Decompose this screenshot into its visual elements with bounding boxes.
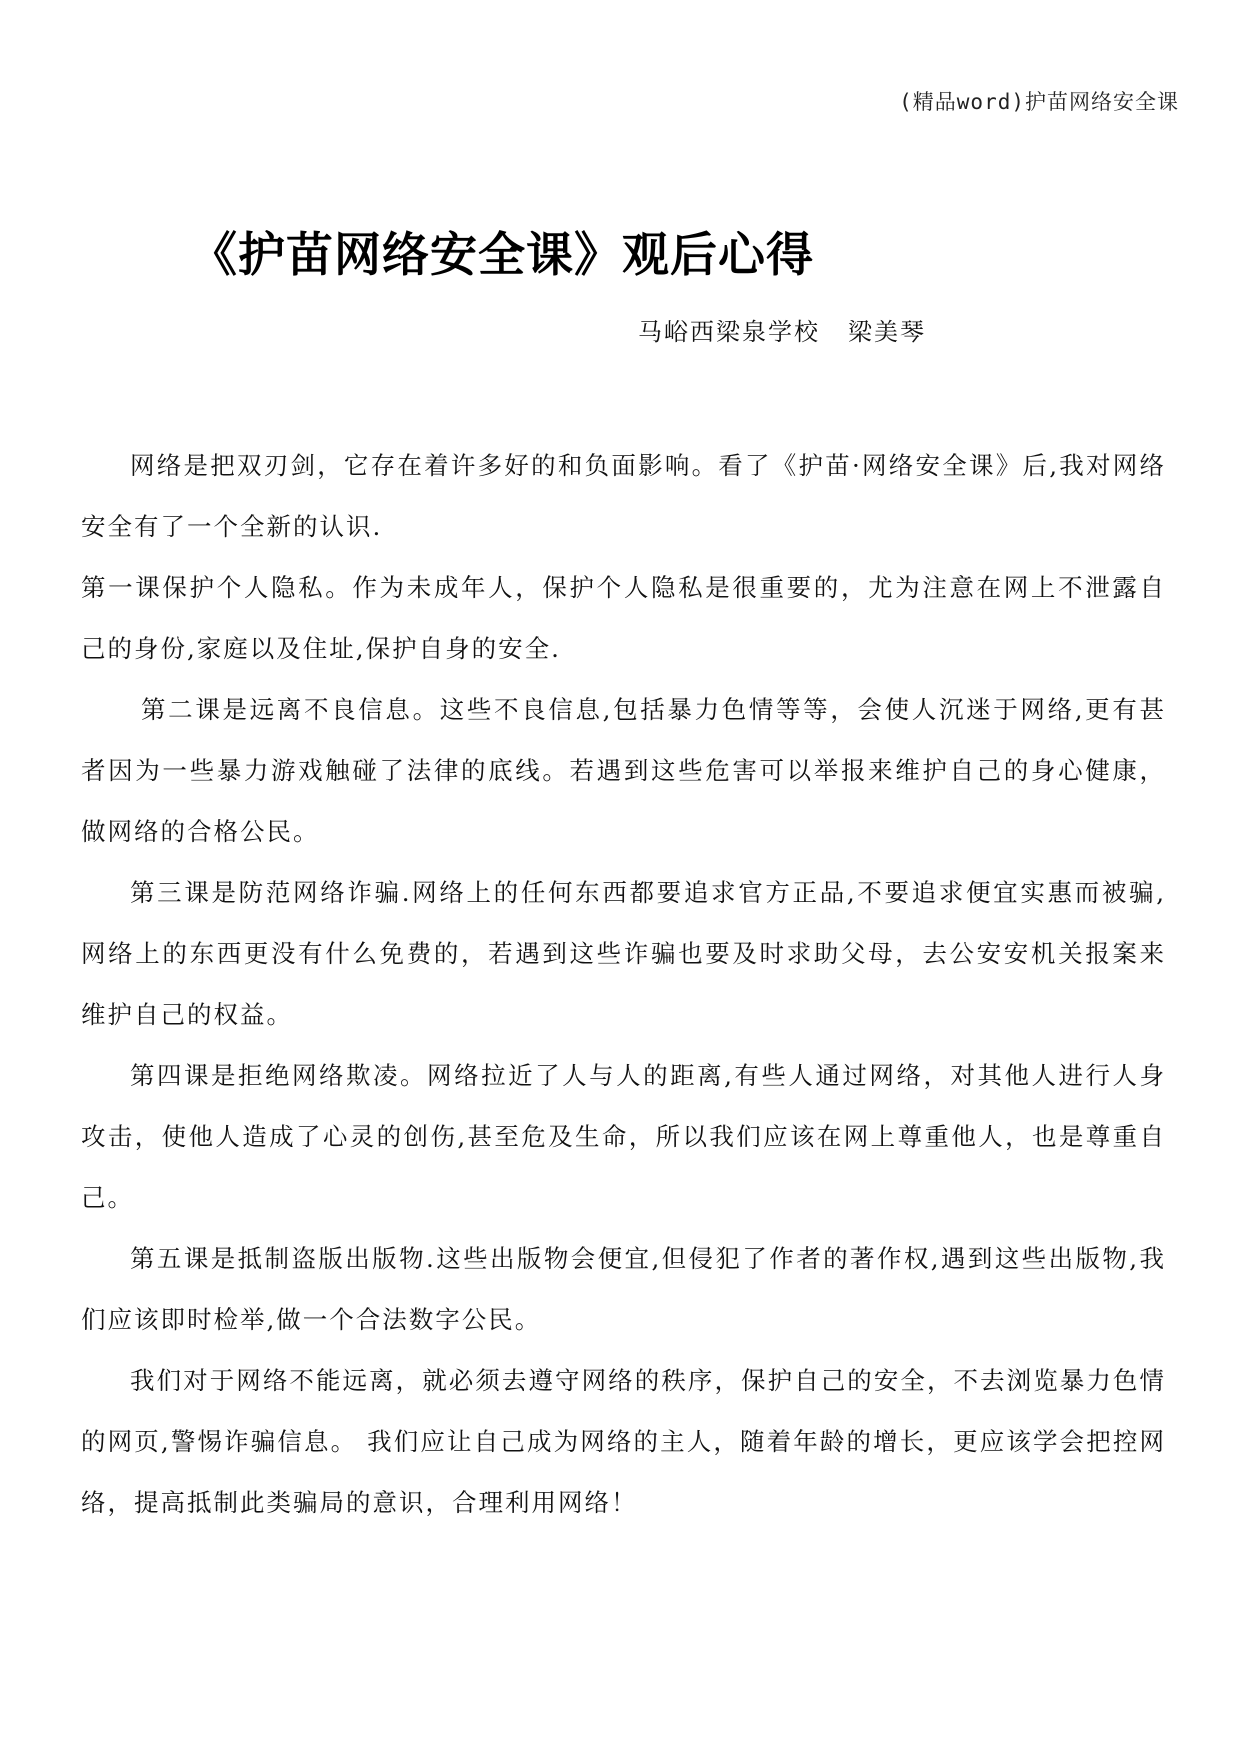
paragraph-lesson-1: 第一课保护个人隐私。作为未成年人，保护个人隐私是很重要的，尤为注意在网上不泄露自己的身份,家庭以及住址,保护自身的安全. [81, 573, 1166, 663]
article-body [81, 435, 1166, 1533]
paragraph-lesson-4: 第四课是拒绝网络欺凌。网络拉近了人与人的距离,有些人通过网络，对其他人进行人身攻击，使他人造成了心灵的创伤,甚至危及生命，所以我们应该在网上尊重他人，也是尊重自己。 [81, 1061, 1166, 1212]
paragraph-conclusion: 我们对于网络不能远离，就必须去遵守网络的秩序，保护自己的安全，不去浏览暴力色情的网页,警惕诈骗信息。 我们应让自己成为网络的主人，随着年龄的增长，更应该学会把控网络，提高抵制此类骗局的意识，合理利用网络！ [81, 1366, 1166, 1517]
document-title: 《护苗网络安全课》观后心得 [190, 228, 814, 283]
paragraph-lesson-2: 第二课是远离不良信息。这些不良信息,包括暴力色情等等，会使人沉迷于网络,更有甚者因为一些暴力游戏触碰了法律的底线。若遇到这些危害可以举报来维护自己的身心健康，做网络的合格公民。 [81, 695, 1166, 846]
paragraph-intro: 网络是把双刃剑，它存在着许多好的和负面影响。看了《护苗·网络安全课》后,我对网络安全有了一个全新的认识. [81, 451, 1166, 541]
page-header-note: (精品word)护苗网络安全课 [899, 90, 1179, 114]
paragraph-lesson-3: 第三课是防范网络诈骗.网络上的任何东西都要追求官方正品,不要追求便宜实惠而被骗,网络上的东西更没有什么免费的，若遇到这些诈骗也要及时求助父母，去公安安机关报案来维护自己的权益。 [81, 878, 1166, 1029]
paragraph-lesson-5: 第五课是抵制盗版出版物.这些出版物会便宜,但侵犯了作者的著作权,遇到这些出版物,我们应该即时检举,做一个合法数字公民。 [81, 1244, 1166, 1334]
author-name: 梁美琴 [848, 318, 926, 346]
byline [638, 312, 926, 347]
school-name: 马峪西梁泉学校 [638, 318, 820, 346]
